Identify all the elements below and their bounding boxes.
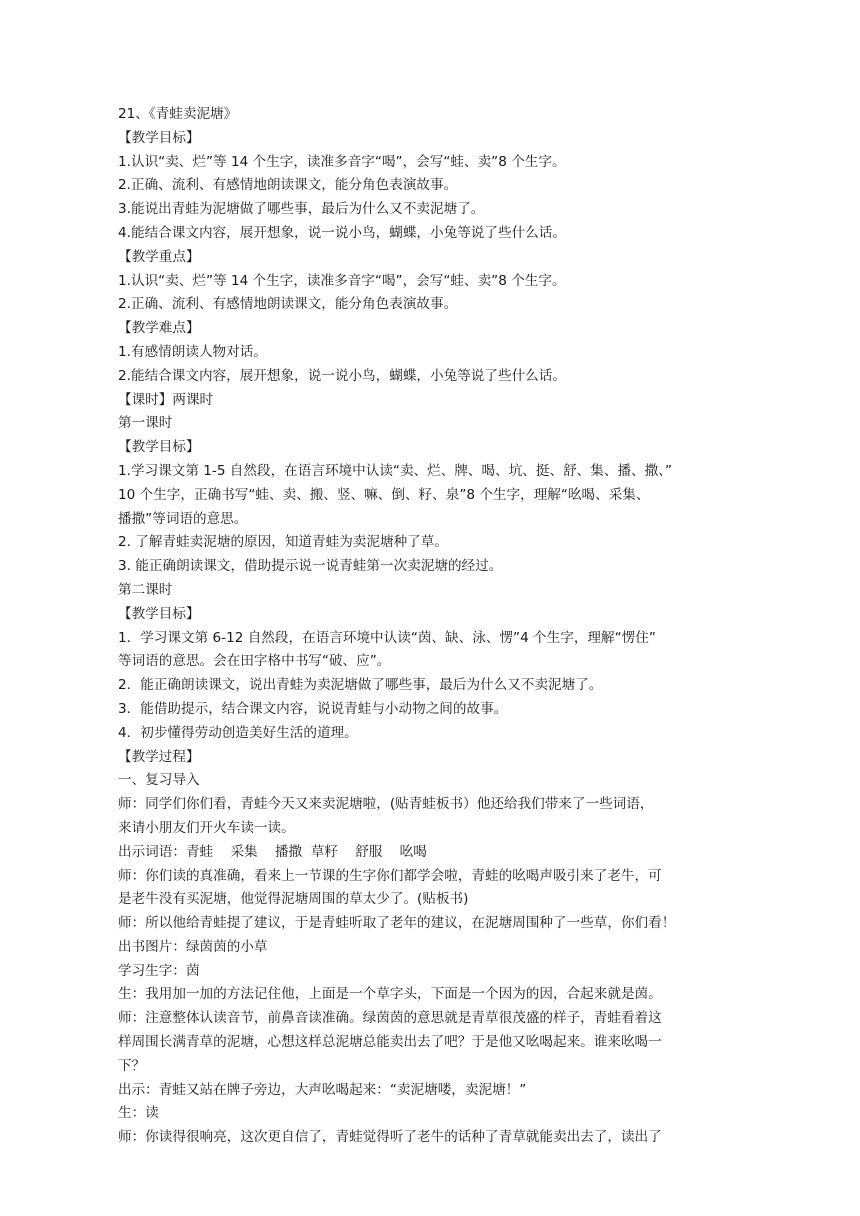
text-line: 1.认识“卖、烂”等 14 个生字，读准多音字“喝”，会写“蛙、卖”8 个生字。 xyxy=(118,153,566,170)
text-line: 出示：青蛙又站在牌子旁边，大声吆喝起来：“卖泥塘喽，卖泥塘！” xyxy=(118,1081,527,1098)
text-line: 一、复习导入 xyxy=(118,772,200,789)
document-page xyxy=(118,103,742,1150)
text-line: 2.能结合课文内容，展开想象，说一说小鸟，蝴蝶，小兔等说了些什么话。 xyxy=(118,367,566,384)
text-line: 出示词语：青蛙 采集 播撒 草籽 舒服 吆喝 xyxy=(118,843,427,860)
text-line: 下？ xyxy=(118,1057,146,1074)
text-line: 出书图片：绿茵茵的小草 xyxy=(118,938,268,955)
text-line: 10 个生字，正确书写“蛙、卖、搬、竖、嘛、倒、籽、泉”8 个生字，理解“吆喝、采集、 xyxy=(118,486,650,503)
text-line: 3．能借助提示，结合课文内容，说说青蛙与小动物之间的故事。 xyxy=(118,700,508,717)
text-line: 【教学目标】 xyxy=(118,129,200,146)
text-line: 来请小朋友们开火车读一读。 xyxy=(118,819,295,836)
text-line: 第一课时 xyxy=(118,415,173,432)
text-line: 2. 了解青蛙卖泥塘的原因，知道青蛙为卖泥塘种了草。 xyxy=(118,534,448,551)
text-line: 【课时】两课时 xyxy=(118,391,214,408)
text-line: 【教学目标】 xyxy=(118,439,200,456)
text-line: 【教学重点】 xyxy=(118,248,200,265)
text-line: 等词语的意思。会在田字格中书写“破、应”。 xyxy=(118,653,391,670)
text-line: 2．能正确朗读课文，说出青蛙为卖泥塘做了哪些事，最后为什么又不卖泥塘了。 xyxy=(118,677,603,694)
text-line: 师：注意整体认读音节，前鼻音读准确。绿茵茵的意思就是青草很茂盛的样子，青蛙看着这 xyxy=(118,1010,662,1027)
text-line: 学习生字：茵 xyxy=(118,962,200,979)
text-line: 2.正确、流利、有感情地朗读课文，能分角色表演故事。 xyxy=(118,177,458,194)
text-line: 师：你们读的真准确，看来上一节课的生字你们都学会啦，青蛙的吆喝声吸引来了老牛，可 xyxy=(118,867,662,884)
text-line: 【教学难点】 xyxy=(118,320,200,337)
text-line: 师：你读得很响亮，这次更自信了，青蛙觉得听了老牛的话种了青草就能卖出去了，读出了 xyxy=(118,1129,662,1146)
text-line: 4.能结合课文内容，展开想象，说一说小鸟，蝴蝶，小兔等说了些什么话。 xyxy=(118,224,566,241)
text-line: 4．初步懂得劳动创造美好生活的道理。 xyxy=(118,724,358,741)
text-line: 师：所以他给青蛙提了建议，于是青蛙听取了老年的建议，在泥塘周围种了一些草，你们看！ xyxy=(118,915,676,932)
text-line: 师：同学们你们看，青蛙今天又来卖泥塘啦，(贴青蛙板书）他还给我们带来了一些词语， xyxy=(118,796,654,813)
text-line: 2.正确、流利、有感情地朗读课文，能分角色表演故事。 xyxy=(118,296,458,313)
text-line: 1．学习课文第 6-12 自然段，在语言环境中认读“茵、缺、泳、愣”4 个生字，理解“愣住” xyxy=(118,629,656,646)
text-line: 样周围长满青草的泥塘，心想这样总泥塘总能卖出去了吧？于是他又吆喝起来。谁来吆喝一 xyxy=(118,1034,662,1051)
text-line: 播撒”等词语的意思。 xyxy=(118,510,248,527)
text-line: 是老牛没有买泥塘，他觉得泥塘周围的草太少了。(贴板书) xyxy=(118,891,469,908)
text-line: 生：我用加一加的方法记住他，上面是一个草字头，下面是一个因为的因，合起来就是茵。 xyxy=(118,986,662,1003)
text-line: 1.认识“卖、烂”等 14 个生字，读准多音字“喝”，会写“蛙、卖”8 个生字。 xyxy=(118,272,566,289)
text-line: 【教学目标】 xyxy=(118,605,200,622)
text-line: 第二课时 xyxy=(118,581,173,598)
text-line: 1.有感情朗读人物对话。 xyxy=(118,343,267,360)
text-line: 21、《青蛙卖泥塘》 xyxy=(118,106,238,122)
text-line: 生：读 xyxy=(118,1105,159,1122)
text-line: 【教学过程】 xyxy=(118,748,200,765)
text-line: 3. 能正确朗读课文，借助提示说一说青蛙第一次卖泥塘的经过。 xyxy=(118,558,503,575)
text-line: 3.能说出青蛙为泥塘做了哪些事，最后为什么又不卖泥塘了。 xyxy=(118,201,485,218)
text-line: 1.学习课文第 1-5 自然段，在语言环境中认读“卖、烂、牌、喝、坑、挺、舒、集、播、撒、” xyxy=(118,462,673,479)
